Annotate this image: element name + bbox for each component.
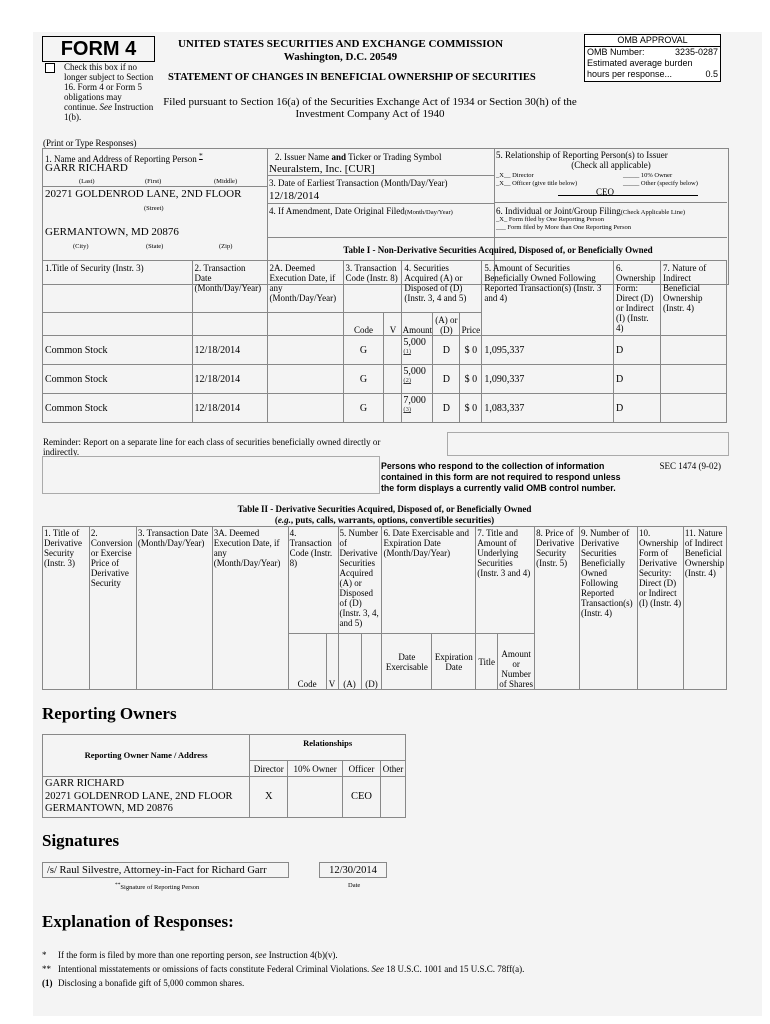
t2-h5: 5. Number of Derivative Securities Acquired (A) or Disposed of (D) (Instr. 3, 4, and 5) bbox=[338, 527, 382, 634]
explanation-notes bbox=[42, 948, 732, 990]
table-row bbox=[43, 394, 727, 423]
omb-hours-row bbox=[585, 69, 720, 80]
t2-sub-title: Title bbox=[476, 634, 498, 690]
t2-h7: 7. Title and Amount of Underlying Securities (Instr. 3 and 4) bbox=[476, 527, 535, 634]
signatures-heading: Signatures bbox=[42, 831, 120, 850]
table2-subtitle bbox=[42, 515, 727, 526]
row-code: G bbox=[343, 336, 384, 365]
omb-number-row bbox=[585, 47, 720, 58]
t1-h6: 6. Ownership Form: Direct (D) or Indirect (I) (Instr. 4) bbox=[614, 261, 661, 336]
t1-h5: 5. Amount of Securities Beneficially Owned Following Reported Transaction(s) (Instr. 3 and 4) bbox=[482, 261, 614, 336]
t2-h3a: 3A. Deemed Execution Date, if any (Month/Day/Year) bbox=[212, 527, 288, 690]
note1-mark: * bbox=[42, 950, 47, 960]
signature-label-star: ** bbox=[115, 882, 121, 888]
reminder-text: Reminder: Report on a separate line for each class of securities beneficially owned directly or indirectly. bbox=[43, 437, 381, 457]
director-check[interactable]: _X__ Director bbox=[496, 172, 534, 179]
officer-col-header: Officer bbox=[343, 761, 381, 777]
issuer-name: Neuralstem, Inc. [CUR] bbox=[269, 163, 375, 175]
note1-pre: If the form is filed by more than one reporting person, bbox=[58, 950, 253, 960]
owner-director-value: X bbox=[250, 777, 288, 818]
signature-label-text: Signature of Reporting Person bbox=[120, 884, 200, 892]
agency-line1: UNITED STATES SECURITIES AND EXCHANGE COMMISSION bbox=[177, 38, 504, 50]
t2-sub-d: (D) bbox=[361, 634, 382, 690]
row-amount: 5,000 bbox=[403, 366, 426, 377]
table-row bbox=[43, 336, 727, 365]
agency-line2: Washington, D.C. 20549 bbox=[283, 51, 398, 63]
t1-h2a: 2A. Deemed Execution Date, if any (Month/Day/Year) bbox=[267, 261, 343, 313]
row-v bbox=[384, 394, 402, 423]
signature-label bbox=[115, 882, 199, 891]
officer-title: CEO bbox=[596, 187, 614, 197]
row-deemed bbox=[267, 365, 343, 394]
row-form: D bbox=[614, 336, 661, 365]
city-label: (City) bbox=[73, 243, 89, 250]
row-form: D bbox=[614, 365, 661, 394]
table1 bbox=[42, 260, 727, 423]
omb-number-label: OMB Number: bbox=[587, 47, 645, 57]
subtitle-open: ( bbox=[274, 515, 278, 525]
omb-title: OMB APPROVAL bbox=[585, 35, 720, 47]
owner-name-header: Reporting Owner Name / Address bbox=[43, 735, 250, 777]
note-1 bbox=[42, 948, 732, 962]
filed-line2: Investment Company Act of 1940 bbox=[295, 108, 445, 120]
row-owned: 1,083,337 bbox=[482, 394, 614, 423]
note-3 bbox=[42, 976, 732, 990]
t1-h3: 3. Transaction Code (Instr. 8) bbox=[343, 261, 402, 313]
checkbox-label bbox=[64, 62, 154, 122]
row-v bbox=[384, 365, 402, 394]
row-deemed bbox=[267, 336, 343, 365]
owner-col-header: 10% Owner bbox=[288, 761, 343, 777]
see-text: See bbox=[99, 102, 112, 112]
sec-number: SEC 1474 (9-02) bbox=[659, 461, 721, 471]
t2-h2: 2. Conversion or Exercise Price of Derivative Security bbox=[89, 527, 136, 690]
row-v bbox=[384, 336, 402, 365]
t1-sub-price: Price bbox=[460, 313, 482, 336]
row-title: Common Stock bbox=[43, 394, 193, 423]
footnote-link[interactable]: (1) bbox=[403, 348, 412, 355]
subtitle-eg: e.g. bbox=[277, 515, 291, 525]
other-check[interactable]: _____ Other (specify below) bbox=[623, 180, 698, 187]
star-footnote-link[interactable]: * bbox=[198, 151, 203, 160]
box6-label-small: (Check Applicable Line) bbox=[620, 209, 686, 216]
form-title: FORM 4 bbox=[60, 38, 137, 60]
box2-label bbox=[275, 152, 442, 162]
box4-label-text: 4. If Amendment, Date Original Filed bbox=[269, 206, 405, 216]
relationships-header: Relationships bbox=[250, 735, 406, 761]
table1-title: Table I - Non-Derivative Securities Acquired, Disposed of, or Beneficially Owned bbox=[343, 245, 653, 255]
row-nature bbox=[661, 336, 727, 365]
city-address: GERMANTOWN, MD 20876 bbox=[45, 226, 179, 238]
t2-h8: 8. Price of Derivative Security (Instr. 5) bbox=[535, 527, 580, 690]
row-code: G bbox=[343, 365, 384, 394]
row-date: 12/18/2014 bbox=[192, 394, 267, 423]
reporting-person-name: GARR RICHARD bbox=[45, 162, 128, 174]
t2-sub-exp: Expiration Date bbox=[432, 634, 476, 690]
note1-see: see bbox=[254, 950, 267, 960]
table-row bbox=[43, 365, 727, 394]
no-longer-checkbox[interactable] bbox=[45, 63, 55, 73]
t2-sub-amount: Amount or Number of Shares bbox=[498, 634, 535, 690]
omb-number: 3235-0287 bbox=[674, 47, 718, 57]
t1-sub-aord: (A) or (D) bbox=[433, 313, 460, 336]
row-deemed bbox=[267, 394, 343, 423]
t2-h6: 6. Date Exercisable and Expiration Date (Month/Day/Year) bbox=[382, 527, 476, 634]
row-amount-cell bbox=[402, 336, 433, 365]
box6-label-text: 6. Individual or Joint/Group Filing bbox=[496, 206, 621, 216]
row-amount-cell bbox=[402, 394, 433, 423]
t2-sub-a: (A) bbox=[338, 634, 361, 690]
note-2 bbox=[42, 962, 732, 976]
t2-h9: 9. Number of Derivative Securities Beneficially Owned Following Reported Transaction(s) (Instr. 4) bbox=[580, 527, 638, 690]
middle-label: (Middle) bbox=[214, 178, 238, 185]
box5-label bbox=[496, 150, 726, 170]
last-label: (Last) bbox=[79, 178, 95, 185]
reporting-owners-table bbox=[42, 734, 406, 818]
filed-line1: Filed pursuant to Section 16(a) of the Securities Exchange Act of 1934 or Section 30(h) of the bbox=[163, 96, 577, 108]
owner-other-value bbox=[380, 777, 405, 818]
zip-label: (Zip) bbox=[219, 243, 233, 250]
director-col-header: Director bbox=[250, 761, 288, 777]
box3-label: 3. Date of Earliest Transaction (Month/Day/Year) bbox=[269, 178, 448, 188]
state-label: (State) bbox=[146, 243, 164, 250]
table2-title: Table II - Derivative Securities Acquired, Disposed of, or Beneficially Owned bbox=[237, 504, 532, 514]
note3-mark: (1) bbox=[42, 978, 53, 988]
row-aord: D bbox=[433, 365, 460, 394]
note2-pre: Intentional misstatements or omissions of facts constitute Federal Criminal Violations. bbox=[58, 964, 370, 974]
t2-h1: 1. Title of Derivative Security (Instr. 3) bbox=[43, 527, 90, 690]
row-aord: D bbox=[433, 336, 460, 365]
filed-pursuant bbox=[145, 96, 595, 120]
notice-left-box bbox=[42, 456, 380, 494]
row-amount-cell bbox=[402, 365, 433, 394]
row-price: $ 0 bbox=[460, 394, 482, 423]
one-person-line[interactable]: _X_ Form filed by One Reporting Person bbox=[496, 216, 604, 223]
row-aord: D bbox=[433, 394, 460, 423]
date-label: Date bbox=[348, 882, 361, 889]
form-document bbox=[33, 32, 762, 1016]
notice-top-box bbox=[447, 432, 729, 456]
statement-title: STATEMENT OF CHANGES IN BENEFICIAL OWNERSHIP OF SECURITIES bbox=[168, 72, 536, 83]
row-nature bbox=[661, 394, 727, 423]
row-code: G bbox=[343, 394, 384, 423]
box5-label-text: 5. Relationship of Reporting Person(s) to Issuer bbox=[496, 150, 668, 160]
row-date: 12/18/2014 bbox=[192, 336, 267, 365]
omb-burden2: hours per response... bbox=[587, 69, 673, 79]
t1-sub-v: V bbox=[384, 313, 402, 336]
signature-date: 12/30/2014 bbox=[319, 862, 387, 878]
table2-title-block bbox=[42, 504, 727, 526]
note2-mark: ** bbox=[42, 964, 51, 974]
note2-post: 18 U.S.C. 1001 and 15 U.S.C. 78ff(a). bbox=[386, 964, 525, 974]
street-address: 20271 GOLDENROD LANE, 2ND FLOOR bbox=[45, 188, 242, 200]
table-row bbox=[43, 777, 406, 818]
footnote-link[interactable]: (3) bbox=[403, 406, 412, 413]
row-nature bbox=[661, 365, 727, 394]
t1-sub-amount: Amount bbox=[402, 313, 433, 336]
row-form: D bbox=[614, 394, 661, 423]
row-title: Common Stock bbox=[43, 336, 193, 365]
t2-sub-code: Code bbox=[288, 634, 326, 690]
owner-officer-value: CEO bbox=[343, 777, 381, 818]
note3-text: Disclosing a bonafide gift of 5,000 common shares. bbox=[58, 978, 245, 988]
row-owned: 1,090,337 bbox=[482, 365, 614, 394]
explanation-heading: Explanation of Responses: bbox=[42, 912, 234, 931]
signature-value: /s/ Raul Silvestre, Attorney-in-Fact for Richard Garr bbox=[42, 862, 289, 878]
agency-header bbox=[168, 38, 513, 64]
table2 bbox=[42, 526, 727, 690]
checkbox-text: Check this box if no longer subject to Section 16. Form 4 or Form 5 obligations may continue. bbox=[64, 62, 154, 112]
first-label: (First) bbox=[145, 178, 162, 185]
row-title: Common Stock bbox=[43, 365, 193, 394]
note1-post: Instruction 4(b)(v). bbox=[268, 950, 338, 960]
row-price: $ 0 bbox=[460, 365, 482, 394]
omb-burden1: Estimated average burden bbox=[587, 58, 693, 68]
box1-label-text: 1. Name and Address of Reporting Person bbox=[45, 154, 197, 164]
t2-sub-date-ex: Date Exercisable bbox=[382, 634, 432, 690]
multiple-persons-line[interactable]: ___ Form filed by More than One Reporting Person bbox=[496, 224, 632, 231]
officer-check[interactable]: _X__ Officer (give title below) bbox=[496, 180, 578, 187]
t2-sub-v: V bbox=[326, 634, 338, 690]
t1-h4: 4. Securities Acquired (A) or Disposed of (D) (Instr. 3, 4 and 5) bbox=[402, 261, 482, 313]
ten-percent-owner-check[interactable]: _____ 10% Owner bbox=[623, 172, 673, 179]
owner-owner-value bbox=[288, 777, 343, 818]
reporting-owners-heading: Reporting Owners bbox=[42, 704, 177, 723]
omb-hours: 0.5 bbox=[705, 69, 718, 79]
box4-label-small: (Month/Day/Year) bbox=[404, 209, 453, 216]
footnote-link[interactable]: (2) bbox=[403, 377, 412, 384]
box5-sub: (Check all applicable) bbox=[571, 160, 651, 170]
instruction-text: Instruction 1(b). bbox=[64, 102, 154, 122]
box2-label-pre: 2. Issuer Name bbox=[275, 152, 332, 162]
box2-label-post: Ticker or Trading Symbol bbox=[346, 152, 442, 162]
t2-h10: 10. Ownership Form of Derivative Security: Direct (D) or Indirect (I) (Instr. 4) bbox=[637, 527, 683, 690]
other-col-header: Other bbox=[380, 761, 405, 777]
table2-header-row bbox=[43, 527, 727, 634]
t1-sub-code: Code bbox=[343, 313, 384, 336]
owner-name-cell bbox=[43, 777, 250, 818]
box6-label bbox=[496, 206, 685, 216]
subtitle-rest: , puts, calls, warrants, options, convertible securities) bbox=[290, 515, 495, 525]
earliest-transaction-date: 12/18/2014 bbox=[269, 190, 320, 202]
t1-h7: 7. Nature of Indirect Beneficial Ownership (Instr. 4) bbox=[661, 261, 727, 336]
t1-h1: 1.Title of Security (Instr. 3) bbox=[43, 261, 193, 313]
t2-h4: 4. Transaction Code (Instr. 8) bbox=[288, 527, 338, 634]
owner-name-line2: 20271 GOLDENROD LANE, 2ND FLOOR bbox=[45, 790, 233, 802]
box2-label-and: and bbox=[331, 152, 346, 162]
row-owned: 1,095,337 bbox=[482, 336, 614, 365]
row-amount: 5,000 bbox=[403, 337, 426, 348]
owner-name-line1: GARR RICHARD bbox=[45, 778, 125, 789]
street-label: (Street) bbox=[144, 205, 164, 212]
persons-notice: Persons who respond to the collection of information contained in this form are not required to respond unless the form displays a currently valid OMB control number. bbox=[381, 461, 621, 493]
form-title-box bbox=[42, 36, 155, 62]
omb-approval-box bbox=[584, 34, 721, 82]
t1-h2: 2. Transaction Date (Month/Day/Year) bbox=[192, 261, 267, 313]
table1-header-row bbox=[43, 261, 727, 313]
t2-h11: 11. Nature of Indirect Beneficial Ownership (Instr. 4) bbox=[683, 527, 726, 690]
note2-see: See bbox=[371, 964, 384, 974]
row-price: $ 0 bbox=[460, 336, 482, 365]
row-date: 12/18/2014 bbox=[192, 365, 267, 394]
row-amount: 7,000 bbox=[403, 395, 426, 406]
print-type: (Print or Type Responses) bbox=[43, 138, 137, 148]
t2-h3: 3. Transaction Date (Month/Day/Year) bbox=[136, 527, 212, 690]
owner-name-line3: GERMANTOWN, MD 20876 bbox=[45, 803, 173, 814]
box4-label bbox=[269, 206, 453, 216]
